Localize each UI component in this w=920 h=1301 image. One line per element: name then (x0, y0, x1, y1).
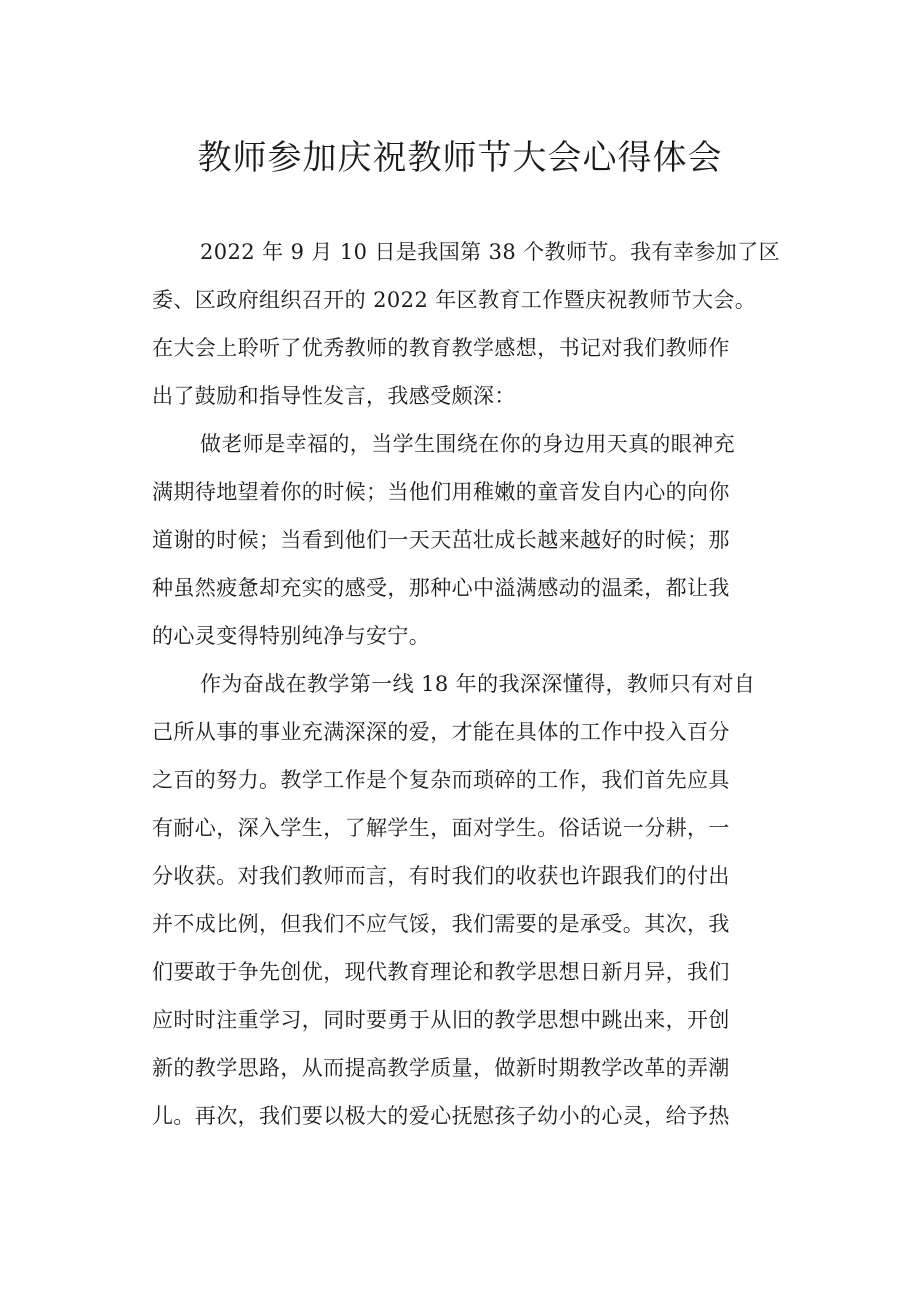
text-line: 应时时注重学习，同时要勇于从旧的教学思想中跳出来，开创 (152, 1008, 730, 1032)
text-line: 有耐心，深入学生，了解学生，面对学生。俗话说一分耕，一 (152, 816, 730, 840)
text-line: 委、区政府组织召开的 2022 年区教育工作暨庆祝教师节大会。 (152, 288, 757, 312)
text-line: 儿。再次，我们要以极大的爱心抚慰孩子幼小的心灵，给予热 (152, 1104, 730, 1128)
text-line: 种虽然疲惫却充实的感受，那种心中溢满感动的温柔，都让我 (152, 576, 730, 600)
text-line: 道谢的时候；当看到他们一天天茁壮成长越来越好的时候；那 (152, 528, 730, 552)
text-line: 做老师是幸福的，当学生围绕在你的身边用天真的眼神充 (200, 432, 735, 456)
document-title: 教师参加庆祝教师节大会心得体会 (197, 138, 723, 178)
paragraph-3 (152, 660, 792, 1140)
text-line: 们要敢于争先创优，现代教育理论和教学思想日新月异，我们 (152, 960, 730, 984)
text-line: 2022 年 9 月 10 日是我国第 38 个教师节。我有幸参加了区 (200, 240, 780, 264)
document-body (152, 228, 792, 1140)
text-line: 的心灵变得特别纯净与安宁。 (152, 624, 431, 648)
text-line: 并不成比例，但我们不应气馁，我们需要的是承受。其次，我 (152, 912, 730, 936)
text-line: 分收获。对我们教师而言，有时我们的收获也许跟我们的付出 (152, 864, 730, 888)
text-line: 己所从事的事业充满深深的爱，才能在具体的工作中投入百分 (152, 720, 730, 744)
text-line: 之百的努力。教学工作是个复杂而琐碎的工作，我们首先应具 (152, 768, 730, 792)
text-line: 在大会上聆听了优秀教师的教育教学感想，书记对我们教师作 (152, 336, 730, 360)
paragraph-1 (152, 228, 792, 420)
paragraph-2 (152, 420, 792, 660)
text-line: 新的教学思路，从而提高教学质量，做新时期教学改革的弄潮 (152, 1056, 730, 1080)
text-line: 作为奋战在教学第一线 18 年的我深深懂得，教师只有对自 (200, 672, 756, 696)
text-line: 出了鼓励和指导性发言，我感受颇深： (152, 384, 516, 408)
text-line: 满期待地望着你的时候；当他们用稚嫩的童音发自内心的向你 (152, 480, 730, 504)
